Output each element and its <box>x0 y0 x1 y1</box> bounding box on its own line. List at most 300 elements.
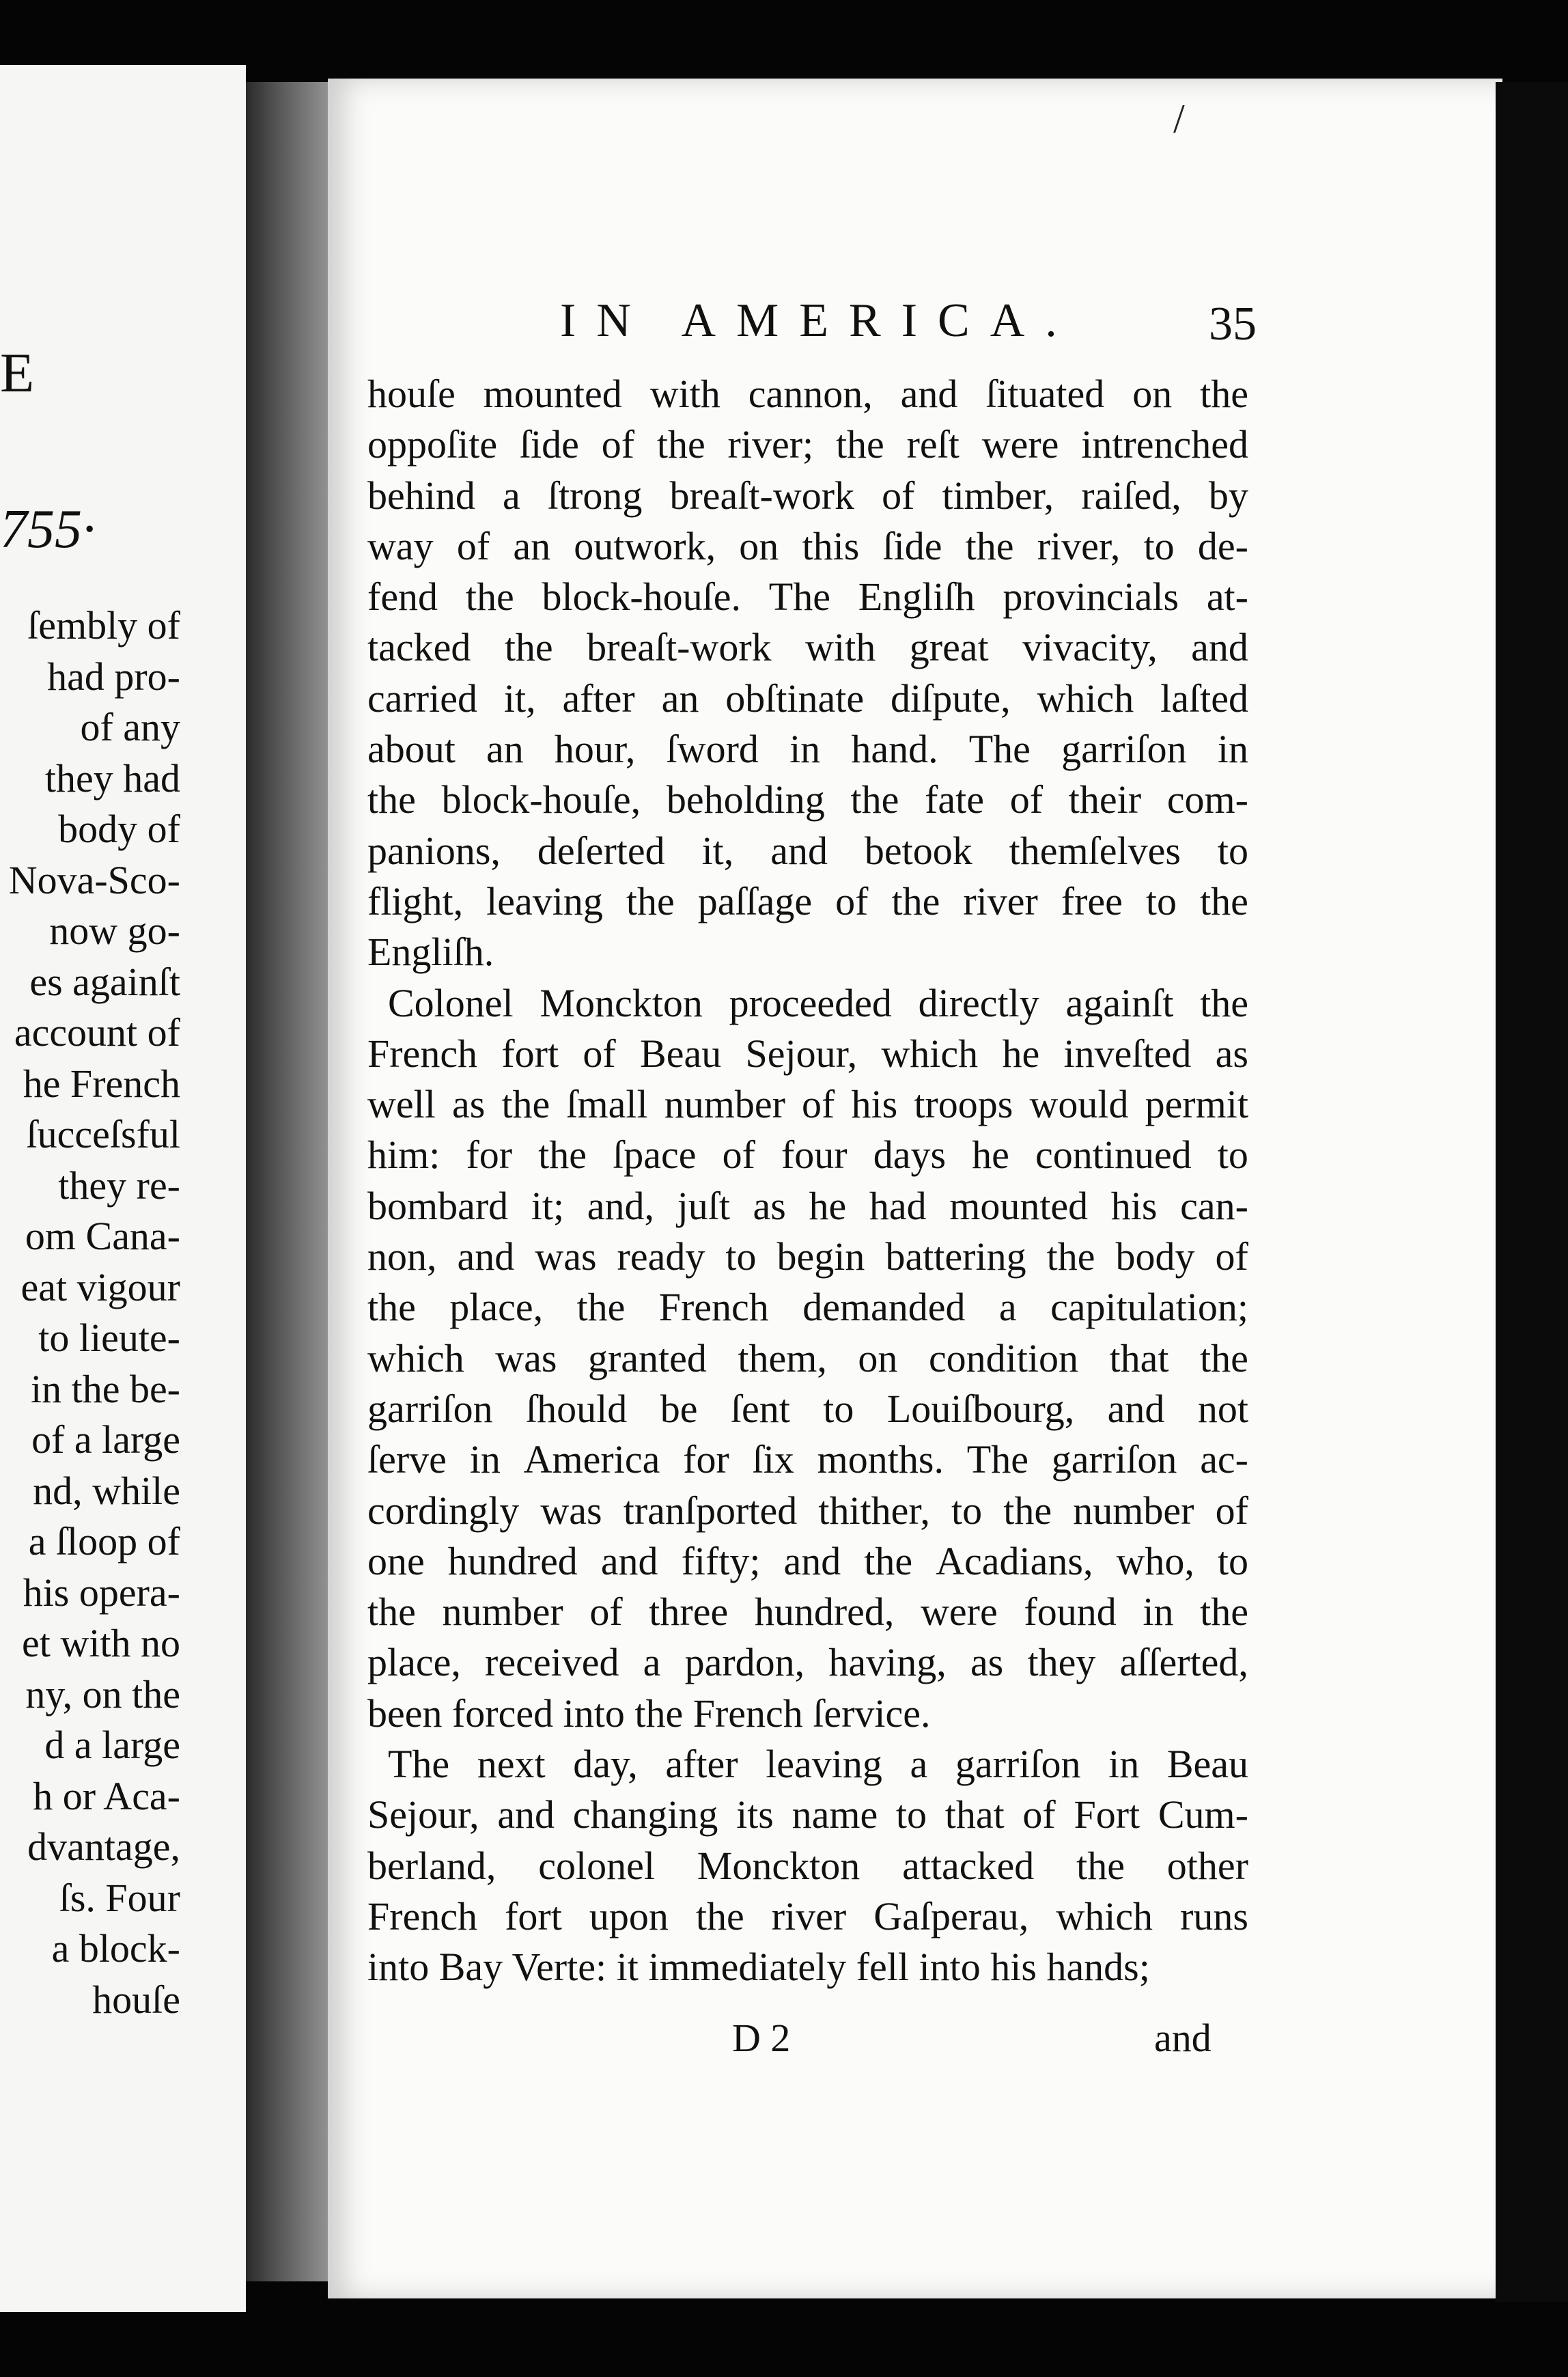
word: was <box>540 1488 602 1533</box>
text-line <box>367 1079 1248 1130</box>
text-line <box>367 1587 1248 1637</box>
word: paſſage <box>697 878 813 923</box>
word: of <box>1215 1234 1248 1279</box>
word: hand. <box>851 727 938 772</box>
word: to <box>823 1386 854 1431</box>
word: juſt <box>677 1183 730 1228</box>
text-line <box>367 622 1248 673</box>
word: troops <box>914 1082 1013 1127</box>
word: would <box>1029 1082 1129 1127</box>
word: the <box>965 523 1014 568</box>
word: had <box>869 1183 927 1228</box>
word: ſerve <box>367 1437 447 1482</box>
word: on <box>1132 372 1173 416</box>
signature-mark: D 2 <box>732 2016 791 2060</box>
word: The <box>968 727 1031 772</box>
text-line <box>367 1790 1248 1840</box>
word: aſſerted, <box>1119 1640 1248 1685</box>
word: attacked <box>902 1843 1035 1888</box>
text-line <box>367 826 1248 876</box>
left-fragment-line: to lieute- <box>38 1316 180 1360</box>
word: panions, <box>367 828 501 873</box>
word: the <box>835 422 884 467</box>
word: flight, <box>367 878 464 923</box>
word: its <box>736 1792 774 1837</box>
word: ſhould <box>526 1386 628 1431</box>
word: the <box>850 777 899 822</box>
word: and <box>600 1538 658 1583</box>
word: ſituated <box>985 372 1105 416</box>
word: carried <box>367 676 477 721</box>
word: againſt <box>1065 980 1174 1025</box>
word: obſtinate <box>725 676 865 721</box>
word: diſpute, <box>891 676 1011 721</box>
word: behind <box>367 473 475 518</box>
left-fragment-line: account of <box>14 1010 180 1055</box>
word: an <box>513 523 551 568</box>
word: fate <box>925 777 985 822</box>
word: months. <box>817 1437 944 1482</box>
word: cordingly <box>367 1488 520 1533</box>
word: ready <box>617 1234 705 1279</box>
word: condition <box>928 1335 1079 1380</box>
word: river, <box>1037 523 1121 568</box>
word: mounted <box>483 372 622 416</box>
word: fort <box>501 1031 559 1076</box>
left-fragment-line: a ſloop of <box>28 1519 180 1563</box>
word: an <box>486 727 524 772</box>
word: the <box>504 625 553 670</box>
word: Monckton <box>540 980 703 1025</box>
word: place, <box>449 1285 544 1330</box>
page-edge-dark <box>1496 82 1568 2302</box>
word: number <box>1073 1488 1194 1533</box>
word: his <box>1110 1183 1158 1228</box>
word: colonel <box>538 1843 655 1888</box>
word: not <box>1197 1386 1248 1431</box>
text-line <box>367 724 1248 775</box>
word: ſix <box>752 1437 794 1482</box>
word: that <box>1109 1335 1169 1380</box>
word: and <box>457 1234 515 1279</box>
word: the <box>1046 1234 1095 1279</box>
word: great <box>909 625 989 670</box>
text-line <box>367 1891 1248 1942</box>
word: of <box>583 1031 616 1076</box>
word: their <box>1068 777 1142 822</box>
word: number <box>442 1589 563 1635</box>
text-line <box>367 471 1248 521</box>
word: granted <box>587 1335 707 1380</box>
left-fragment-line: Nova-Sco- <box>8 857 180 902</box>
word: to <box>895 1792 927 1837</box>
word: the <box>891 878 940 923</box>
word: he <box>972 1132 1009 1178</box>
text-line <box>367 521 1248 572</box>
word: tranſported <box>623 1488 798 1533</box>
text-line: been forced into the French ſervice. <box>367 1691 931 1736</box>
book-gutter-shadow <box>246 82 335 2281</box>
word: the <box>864 1538 913 1583</box>
text-line <box>367 1536 1248 1587</box>
word: Beau <box>640 1031 722 1076</box>
word: Monckton <box>697 1843 860 1888</box>
word: it; <box>531 1183 565 1228</box>
word: non, <box>367 1234 437 1279</box>
word: was <box>495 1335 557 1380</box>
word: ac- <box>1200 1437 1248 1482</box>
word: was <box>535 1234 597 1279</box>
word: a <box>502 473 520 518</box>
word: changing <box>572 1792 718 1837</box>
word: com- <box>1166 777 1248 822</box>
word: garriſon <box>1051 1437 1177 1482</box>
word: of <box>802 1082 835 1127</box>
word: garriſon <box>955 1742 1081 1787</box>
word: capitulation; <box>1050 1285 1248 1330</box>
word: three <box>649 1589 729 1635</box>
word: which <box>1056 1893 1153 1938</box>
word: the <box>1200 878 1248 923</box>
word: ſmall <box>566 1082 648 1127</box>
word: and, <box>587 1183 654 1228</box>
word: Colonel <box>388 980 514 1025</box>
word: deſerted <box>537 828 665 873</box>
word: for <box>466 1132 513 1178</box>
word: well <box>367 1082 436 1127</box>
word: which <box>367 1335 464 1380</box>
text-line <box>367 1739 1248 1790</box>
word: to <box>1145 878 1177 923</box>
word: of <box>1009 777 1044 822</box>
text-line <box>367 572 1248 622</box>
word: as <box>753 1183 786 1228</box>
word: de- <box>1197 523 1248 568</box>
word: the <box>367 1589 416 1635</box>
word: berland, <box>367 1843 496 1888</box>
margin-mark: / <box>1173 96 1185 141</box>
word: Cum- <box>1158 1792 1248 1837</box>
word: in <box>1108 1742 1140 1787</box>
word: oppoſite <box>367 422 498 467</box>
left-fragment-line: ny, on the <box>25 1671 180 1716</box>
word: with <box>805 625 876 670</box>
word: number <box>664 1082 785 1127</box>
word: and <box>770 828 828 873</box>
word: were <box>921 1589 998 1635</box>
word: by <box>1208 473 1248 518</box>
word: breaſt-work <box>669 473 855 518</box>
word: of <box>722 1132 755 1178</box>
left-fragment-line: in the be- <box>30 1366 180 1411</box>
word: demanded <box>802 1285 966 1330</box>
word: name <box>792 1792 878 1837</box>
word: Sejour, <box>745 1031 858 1076</box>
left-fragment-line: h or Aca- <box>33 1773 180 1818</box>
word: river <box>771 1893 847 1938</box>
text-line <box>367 1384 1248 1434</box>
left-fragment-line: nd, while <box>33 1468 180 1513</box>
word: fifty; <box>681 1538 761 1583</box>
word: that <box>944 1792 1005 1837</box>
word: The <box>966 1437 1028 1482</box>
text-line <box>367 1841 1248 1891</box>
word: garriſon <box>367 1386 493 1431</box>
text-line <box>367 673 1248 724</box>
word: betook <box>864 828 972 873</box>
word: French <box>367 1031 478 1076</box>
word: body <box>1115 1234 1195 1279</box>
word: the <box>501 1082 550 1127</box>
word: America <box>523 1437 660 1482</box>
left-fragment-line: es againſt <box>29 959 180 1004</box>
catchword: and <box>1154 2016 1212 2060</box>
word: the <box>1003 1488 1052 1533</box>
word: days <box>873 1132 947 1178</box>
word: outwork, <box>574 523 716 568</box>
left-fragment-line: eat vigour <box>20 1264 180 1309</box>
word: can- <box>1180 1183 1248 1228</box>
word: of <box>1022 1792 1056 1837</box>
word: to <box>1217 1538 1248 1583</box>
body-text <box>367 369 1248 1993</box>
word: begin <box>776 1234 865 1279</box>
word: runs <box>1180 1893 1248 1938</box>
word: other <box>1166 1843 1248 1888</box>
word: be <box>660 1386 698 1431</box>
left-fragment-line: dvantage, <box>27 1824 180 1869</box>
word: ſword <box>666 727 759 772</box>
text-line <box>367 1282 1248 1333</box>
word: the <box>626 878 675 923</box>
word: The <box>388 1742 450 1787</box>
word: river; <box>727 422 814 467</box>
word: permit <box>1145 1082 1248 1127</box>
word: bombard <box>367 1183 509 1228</box>
word: with <box>649 372 720 416</box>
word: ſent <box>730 1386 790 1431</box>
text-line <box>367 1486 1248 1536</box>
left-fragment-line: his opera- <box>23 1570 180 1615</box>
word: him: <box>367 1132 440 1178</box>
left-fragment-line: houſe <box>92 1977 180 2022</box>
word: themſelves <box>1009 828 1181 873</box>
word: fort <box>505 1893 562 1938</box>
word: four <box>781 1132 848 1178</box>
word: the <box>367 777 416 822</box>
word: as <box>451 1082 486 1127</box>
word: the <box>695 1893 744 1938</box>
left-fragment-line: now go- <box>49 908 180 953</box>
word: ſide <box>882 523 942 568</box>
text-line <box>367 369 1248 419</box>
word: Fort <box>1074 1792 1140 1837</box>
word: a <box>910 1742 928 1787</box>
word: it, <box>503 676 536 721</box>
word: and <box>1107 1386 1165 1431</box>
word: received <box>485 1640 619 1685</box>
word: the <box>1076 1843 1125 1888</box>
word: of <box>882 473 915 518</box>
word: after <box>665 1742 738 1787</box>
text-line <box>367 1029 1248 1079</box>
left-fragment-line: of any <box>80 705 180 749</box>
left-fragment-line: om Cana- <box>25 1214 180 1258</box>
word: raiſed, <box>1081 473 1181 518</box>
word: and <box>900 372 958 416</box>
word: to <box>725 1234 757 1279</box>
word: to <box>1143 523 1175 568</box>
word: of <box>589 1589 623 1635</box>
word: way <box>367 523 434 568</box>
word: breaſt-work <box>587 625 772 670</box>
word: Beau <box>1166 1742 1248 1787</box>
word: to <box>1217 1132 1248 1178</box>
left-fragment-line: they re- <box>58 1163 180 1208</box>
word: one <box>367 1538 425 1583</box>
word: his <box>851 1082 898 1127</box>
word: intrenched <box>1081 422 1248 467</box>
word: thither, <box>818 1488 930 1533</box>
word: provincials <box>1003 574 1179 620</box>
word: place, <box>367 1640 461 1685</box>
text-line <box>367 419 1248 470</box>
word: and <box>1191 625 1248 670</box>
page-number: 35 <box>1209 298 1257 350</box>
word: proceeded <box>729 980 892 1025</box>
word: in <box>789 727 821 772</box>
word: he <box>809 1183 847 1228</box>
word: he <box>1002 1031 1040 1076</box>
left-text-fragments <box>0 600 180 2025</box>
word: Engliſh <box>858 574 975 620</box>
word: block-houſe, <box>441 777 641 822</box>
word: the <box>1200 1589 1248 1635</box>
text-line <box>367 775 1248 825</box>
text-line <box>367 1434 1248 1485</box>
word: for <box>683 1437 729 1482</box>
word: ſide <box>519 422 579 467</box>
word: laſted <box>1160 676 1248 721</box>
word: as <box>1215 1031 1248 1076</box>
word: the <box>1200 980 1248 1025</box>
word: the <box>465 574 514 620</box>
word: garriſon <box>1061 727 1187 772</box>
word: leaving <box>486 878 603 923</box>
word: after <box>562 676 635 721</box>
text-line: into Bay Verte: it immediately fell into his hands; <box>367 1945 1150 1990</box>
word: in <box>469 1437 501 1482</box>
word: the <box>656 422 705 467</box>
word: about <box>367 727 456 772</box>
word: the <box>576 1285 626 1330</box>
word: it, <box>701 828 734 873</box>
text-line <box>367 1333 1248 1384</box>
text-line <box>367 1130 1248 1180</box>
word: this <box>802 523 860 568</box>
left-fragment-line: they had <box>44 755 180 801</box>
word: were <box>981 422 1059 467</box>
word: French <box>367 1893 478 1938</box>
word: hour, <box>554 727 636 772</box>
word: to <box>1217 828 1248 873</box>
word: and <box>497 1792 555 1837</box>
word: hundred <box>447 1538 578 1583</box>
word: of <box>456 523 490 568</box>
word: to <box>951 1488 983 1533</box>
word: mounted <box>949 1183 1089 1228</box>
left-fragment-line: of a large <box>31 1417 180 1462</box>
word: Sejour, <box>367 1792 479 1837</box>
word: leaving <box>766 1742 882 1787</box>
word: battering <box>885 1234 1026 1279</box>
facing-page-left <box>0 65 246 2312</box>
word: day, <box>573 1742 638 1787</box>
word: on <box>739 523 779 568</box>
left-fragment-line: body of <box>58 807 180 851</box>
text-line: Engliſh. <box>367 930 494 975</box>
left-fragment-line: had pro- <box>47 654 180 699</box>
word: beholding <box>666 777 825 822</box>
word: free <box>1061 878 1123 923</box>
word: which <box>1037 676 1134 721</box>
word: a <box>643 1640 661 1685</box>
word: timber, <box>942 473 1054 518</box>
word: ſpace <box>613 1132 697 1178</box>
word: and <box>783 1538 841 1583</box>
word: cannon, <box>748 372 873 416</box>
left-fragment-line: he French <box>23 1061 180 1106</box>
word: inveſted <box>1063 1031 1192 1076</box>
word: the <box>1200 372 1248 416</box>
word: they <box>1027 1640 1096 1685</box>
text-line <box>367 1181 1248 1232</box>
text-line <box>367 1232 1248 1282</box>
word: pardon, <box>684 1640 805 1685</box>
word: Gaſperau, <box>873 1893 1029 1938</box>
word: Louiſbourg, <box>886 1386 1075 1431</box>
running-head: IN AMERICA. <box>560 294 1078 347</box>
word: a <box>998 1285 1017 1330</box>
left-fragment-line: ſs. Four <box>59 1875 180 1920</box>
word: found <box>1024 1589 1117 1635</box>
word: hundred, <box>754 1589 895 1635</box>
word: continued <box>1035 1132 1192 1178</box>
word: which <box>881 1031 979 1076</box>
word: in <box>1143 1589 1174 1635</box>
word: the <box>538 1132 587 1178</box>
word: at- <box>1206 574 1248 620</box>
word: river <box>963 878 1038 923</box>
word: in <box>1217 727 1248 772</box>
word: tacked <box>367 625 471 670</box>
left-fragment-line: a block- <box>51 1926 180 1971</box>
word: the <box>1200 1335 1248 1380</box>
word: reſt <box>906 422 960 467</box>
left-fragment-line: ſembly of <box>27 603 180 648</box>
left-running-head-fragment: E <box>0 342 35 404</box>
word: The <box>768 574 830 620</box>
word: next <box>477 1742 546 1787</box>
word: upon <box>589 1893 669 1938</box>
word: the <box>367 1285 416 1330</box>
word: French <box>658 1285 769 1330</box>
word: houſe <box>367 372 456 416</box>
word: them, <box>738 1335 827 1380</box>
word: of <box>835 878 869 923</box>
text-line <box>367 978 1248 1029</box>
word: on <box>858 1335 898 1380</box>
